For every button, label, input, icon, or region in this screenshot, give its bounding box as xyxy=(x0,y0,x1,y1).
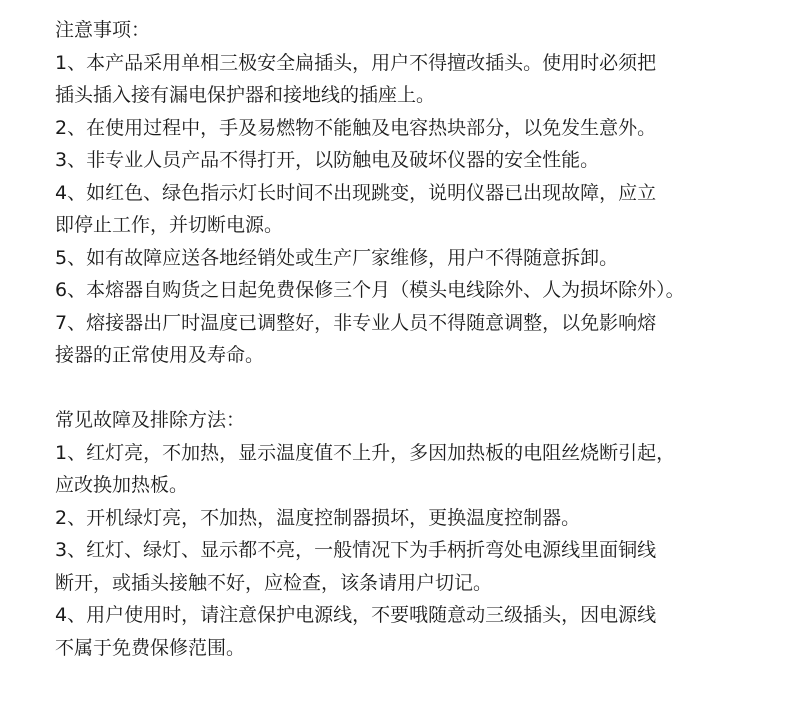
notice-line: 接器的正常使用及寿命。 xyxy=(55,344,265,366)
notice-line: 5、如有故障应送各地经销处或生产厂家维修，用户不得随意拆卸。 xyxy=(55,246,619,269)
troubleshooting-line: 2、开机绿灯亮，不加热，温度控制器损坏，更换温度控制器。 xyxy=(55,506,581,529)
notice-line: 即停止工作，并切断电源。 xyxy=(55,214,284,236)
notice-heading: 注意事项： xyxy=(55,19,151,41)
notice-line: 7、熔接器出厂时温度已调整好，非专业人员不得随意调整，以免影响熔 xyxy=(55,311,657,334)
troubleshooting-line: 1、红灯亮，不加热，显示温度值不上升，多因加热板的电阻丝烧断引起， xyxy=(55,441,676,464)
notice-line: 插头插入接有漏电保护器和接地线的插座上。 xyxy=(55,84,436,106)
notice-line: 3、非专业人员产品不得打开，以防触电及破坏仪器的安全性能。 xyxy=(55,149,600,171)
notice-line: 2、在使用过程中，手及易燃物不能触及电容热块部分，以免发生意外。 xyxy=(55,116,657,139)
troubleshooting-line: 3、红灯、绿灯、显示都不亮，一般情况下为手柄折弯处电源线里面铜线 xyxy=(55,539,657,561)
troubleshooting-line: 应改换加热板。 xyxy=(55,474,189,496)
notice-line: 1、本产品采用单相三极安全扁插头，用户不得擅改插头。使用时必须把 xyxy=(55,51,657,74)
notice-line: 4、如红色、绿色指示灯长时间不出现跳变，说明仪器已出现故障，应立 xyxy=(55,181,657,204)
notice-line: 6、本熔器自购货之日起免费保修三个月（模头电线除外、人为损坏除外）。 xyxy=(55,279,685,301)
troubleshooting-line: 4、用户使用时，请注意保护电源线，不要哦随意动三级插头，因电源线 xyxy=(55,604,657,626)
troubleshooting-line: 不属于免费保修范围。 xyxy=(55,636,246,659)
troubleshooting-line: 断开，或插头接触不好，应检查，该条请用户切记。 xyxy=(55,571,493,594)
section-spacer xyxy=(55,372,795,405)
document-body xyxy=(55,14,795,664)
troubleshooting-heading: 常见故障及排除方法： xyxy=(55,409,246,431)
